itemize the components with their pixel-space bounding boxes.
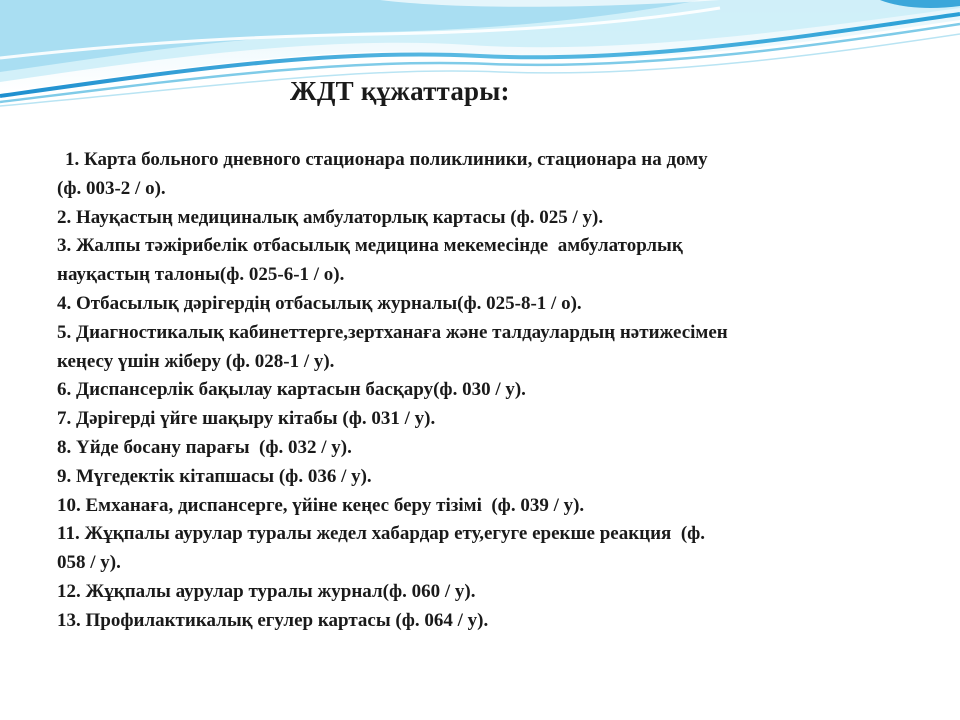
slide-title: ЖДТ құжаттары: — [290, 76, 510, 106]
list-item: 11. Жұқпалы аурулар туралы жедел хабардар ету,егуге ерекше реакция (ф. 058 / у). — [57, 523, 706, 574]
list-item: 3. Жалпы тәжірибелік отбасылық медицина мекемесінде амбулаторлық науқастың талоны(ф. 025-6-1 / о). — [57, 235, 683, 286]
list-item: 9. Мүгедектік кітапшасы (ф. 036 / у). — [57, 465, 372, 487]
list-item: 6. Диспансерлік бақылау картасын басқару(ф. 030 / у). — [57, 379, 526, 401]
list-item: 7. Дәрігерді үйге шақыру кітабы (ф. 031 / у). — [57, 408, 436, 430]
list-item: 10. Емханаға, диспансерге, үйіне кеңес беру тізімі (ф. 039 / у). — [57, 494, 585, 516]
list-item: 13. Профилактикалық егулер картасы (ф. 064 / у). — [57, 609, 489, 631]
list-item: 1. Карта больного дневного стационара поликлиники, стационара на дому (ф. 003-2 / о). — [57, 149, 708, 199]
document-list — [57, 146, 907, 636]
list-item: 12. Жұқпалы аурулар туралы журнал(ф. 060 / у). — [57, 580, 476, 602]
list-item: 4. Отбасылық дәрігердің отбасылық журналы(ф. 025-8-1 / о). — [57, 292, 582, 314]
list-item: 2. Науқастың медициналық амбулаторлық картасы (ф. 025 / у). — [57, 206, 604, 228]
list-item: 8. Үйде босану парағы (ф. 032 / у). — [57, 436, 352, 458]
list-item: 5. Диагностикалық кабинеттерге,зертханаға және талдаулардың нәтижесімен кеңесу үшін жіберу (ф. 028-1 / у). — [57, 321, 728, 372]
